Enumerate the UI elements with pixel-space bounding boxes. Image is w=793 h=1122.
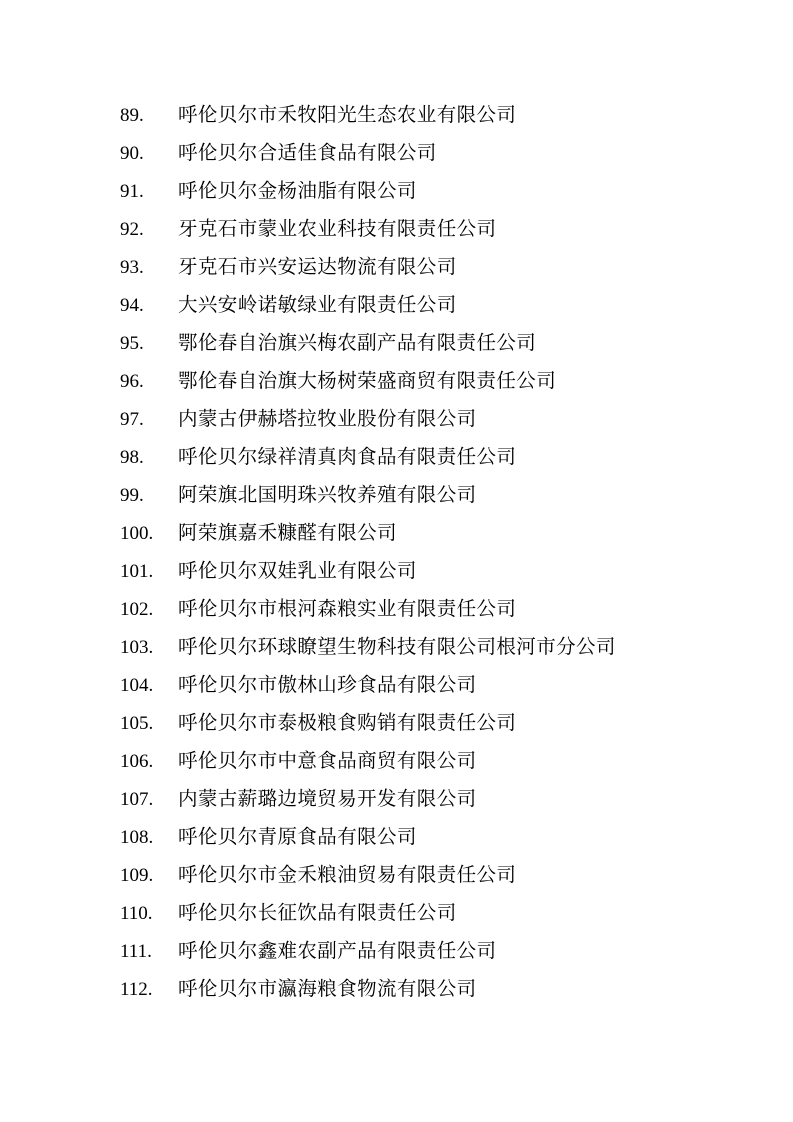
list-item-company-name: 呼伦贝尔环球瞭望生物科技有限公司根河市分公司 — [178, 635, 616, 658]
list-item-company-name: 呼伦贝尔市根河森粮实业有限责任公司 — [178, 597, 517, 620]
list-item-number: 98. — [120, 447, 144, 468]
list-item-number: 92. — [120, 219, 144, 240]
list-item — [120, 438, 697, 476]
list-item-company-name: 内蒙古伊赫塔拉牧业股份有限公司 — [178, 407, 477, 430]
list-item-company-name: 牙克石市兴安运达物流有限公司 — [178, 255, 457, 278]
list-item-number: 91. — [120, 181, 144, 202]
list-item — [120, 742, 697, 780]
list-item-company-name: 鄂伦春自治旗兴梅农副产品有限责任公司 — [178, 331, 537, 354]
list-item — [120, 514, 697, 552]
list-item-number: 89. — [120, 105, 144, 126]
list-item-company-name: 呼伦贝尔长征饮品有限责任公司 — [178, 901, 457, 924]
list-item — [120, 628, 697, 666]
list-item-company-name: 呼伦贝尔绿祥清真肉食品有限责任公司 — [178, 445, 517, 468]
list-item — [120, 704, 697, 742]
list-item-number: 95. — [120, 333, 144, 354]
list-item-number: 107. — [120, 789, 154, 810]
list-item-number: 100. — [120, 523, 154, 544]
list-item — [120, 476, 697, 514]
list-item-company-name: 呼伦贝尔青原食品有限公司 — [178, 825, 417, 848]
list-item-company-name: 呼伦贝尔市傲林山珍食品有限公司 — [178, 673, 477, 696]
list-item-company-name: 呼伦贝尔合适佳食品有限公司 — [178, 141, 437, 164]
list-item-company-name: 呼伦贝尔金杨油脂有限公司 — [178, 179, 417, 202]
list-item-number: 112. — [120, 979, 153, 1000]
list-item-company-name: 呼伦贝尔市中意食品商贸有限公司 — [178, 749, 477, 772]
list-item-number: 103. — [120, 637, 154, 658]
list-item-number: 106. — [120, 751, 154, 772]
list-item — [120, 666, 697, 704]
list-item — [120, 362, 697, 400]
list-item-number: 99. — [120, 485, 144, 506]
list-item — [120, 172, 697, 210]
list-item-number: 111. — [120, 941, 152, 962]
list-item — [120, 210, 697, 248]
list-item — [120, 970, 697, 1008]
list-item-number: 101. — [120, 561, 154, 582]
list-item-number: 93. — [120, 257, 144, 278]
list-item-company-name: 呼伦贝尔市泰极粮食购销有限责任公司 — [178, 711, 517, 734]
list-item — [120, 324, 697, 362]
list-item-company-name: 呼伦贝尔鑫难农副产品有限责任公司 — [178, 939, 497, 962]
list-item — [120, 248, 697, 286]
company-list — [120, 96, 697, 1008]
list-item — [120, 856, 697, 894]
list-item-company-name: 呼伦贝尔市瀛海粮食物流有限公司 — [178, 977, 477, 1000]
list-item-number: 97. — [120, 409, 144, 430]
list-item — [120, 590, 697, 628]
list-item-number: 90. — [120, 143, 144, 164]
list-item-number: 96. — [120, 371, 144, 392]
list-item-company-name: 呼伦贝尔市金禾粮油贸易有限责任公司 — [178, 863, 517, 886]
list-item-company-name: 鄂伦春自治旗大杨树荣盛商贸有限责任公司 — [178, 369, 557, 392]
list-item-company-name: 呼伦贝尔双娃乳业有限公司 — [178, 559, 417, 582]
list-item-company-name: 阿荣旗北国明珠兴牧养殖有限公司 — [178, 483, 477, 506]
list-item-number: 108. — [120, 827, 154, 848]
list-item — [120, 96, 697, 134]
list-item — [120, 818, 697, 856]
list-item-company-name: 阿荣旗嘉禾糠醛有限公司 — [178, 521, 397, 544]
list-item — [120, 134, 697, 172]
list-item-company-name: 大兴安岭诺敏绿业有限责任公司 — [178, 293, 457, 316]
list-item-number: 102. — [120, 599, 154, 620]
list-item-company-name: 内蒙古薪璐边境贸易开发有限公司 — [178, 787, 477, 810]
list-item-number: 110. — [120, 903, 153, 924]
list-item — [120, 552, 697, 590]
list-item — [120, 780, 697, 818]
list-item-number: 104. — [120, 675, 154, 696]
list-item-number: 109. — [120, 865, 154, 886]
list-item-number: 105. — [120, 713, 154, 734]
list-item-number: 94. — [120, 295, 144, 316]
list-item-company-name: 呼伦贝尔市禾牧阳光生态农业有限公司 — [178, 103, 517, 126]
list-item — [120, 400, 697, 438]
list-item — [120, 932, 697, 970]
list-item-company-name: 牙克石市蒙业农业科技有限责任公司 — [178, 217, 497, 240]
list-item — [120, 894, 697, 932]
list-item — [120, 286, 697, 324]
